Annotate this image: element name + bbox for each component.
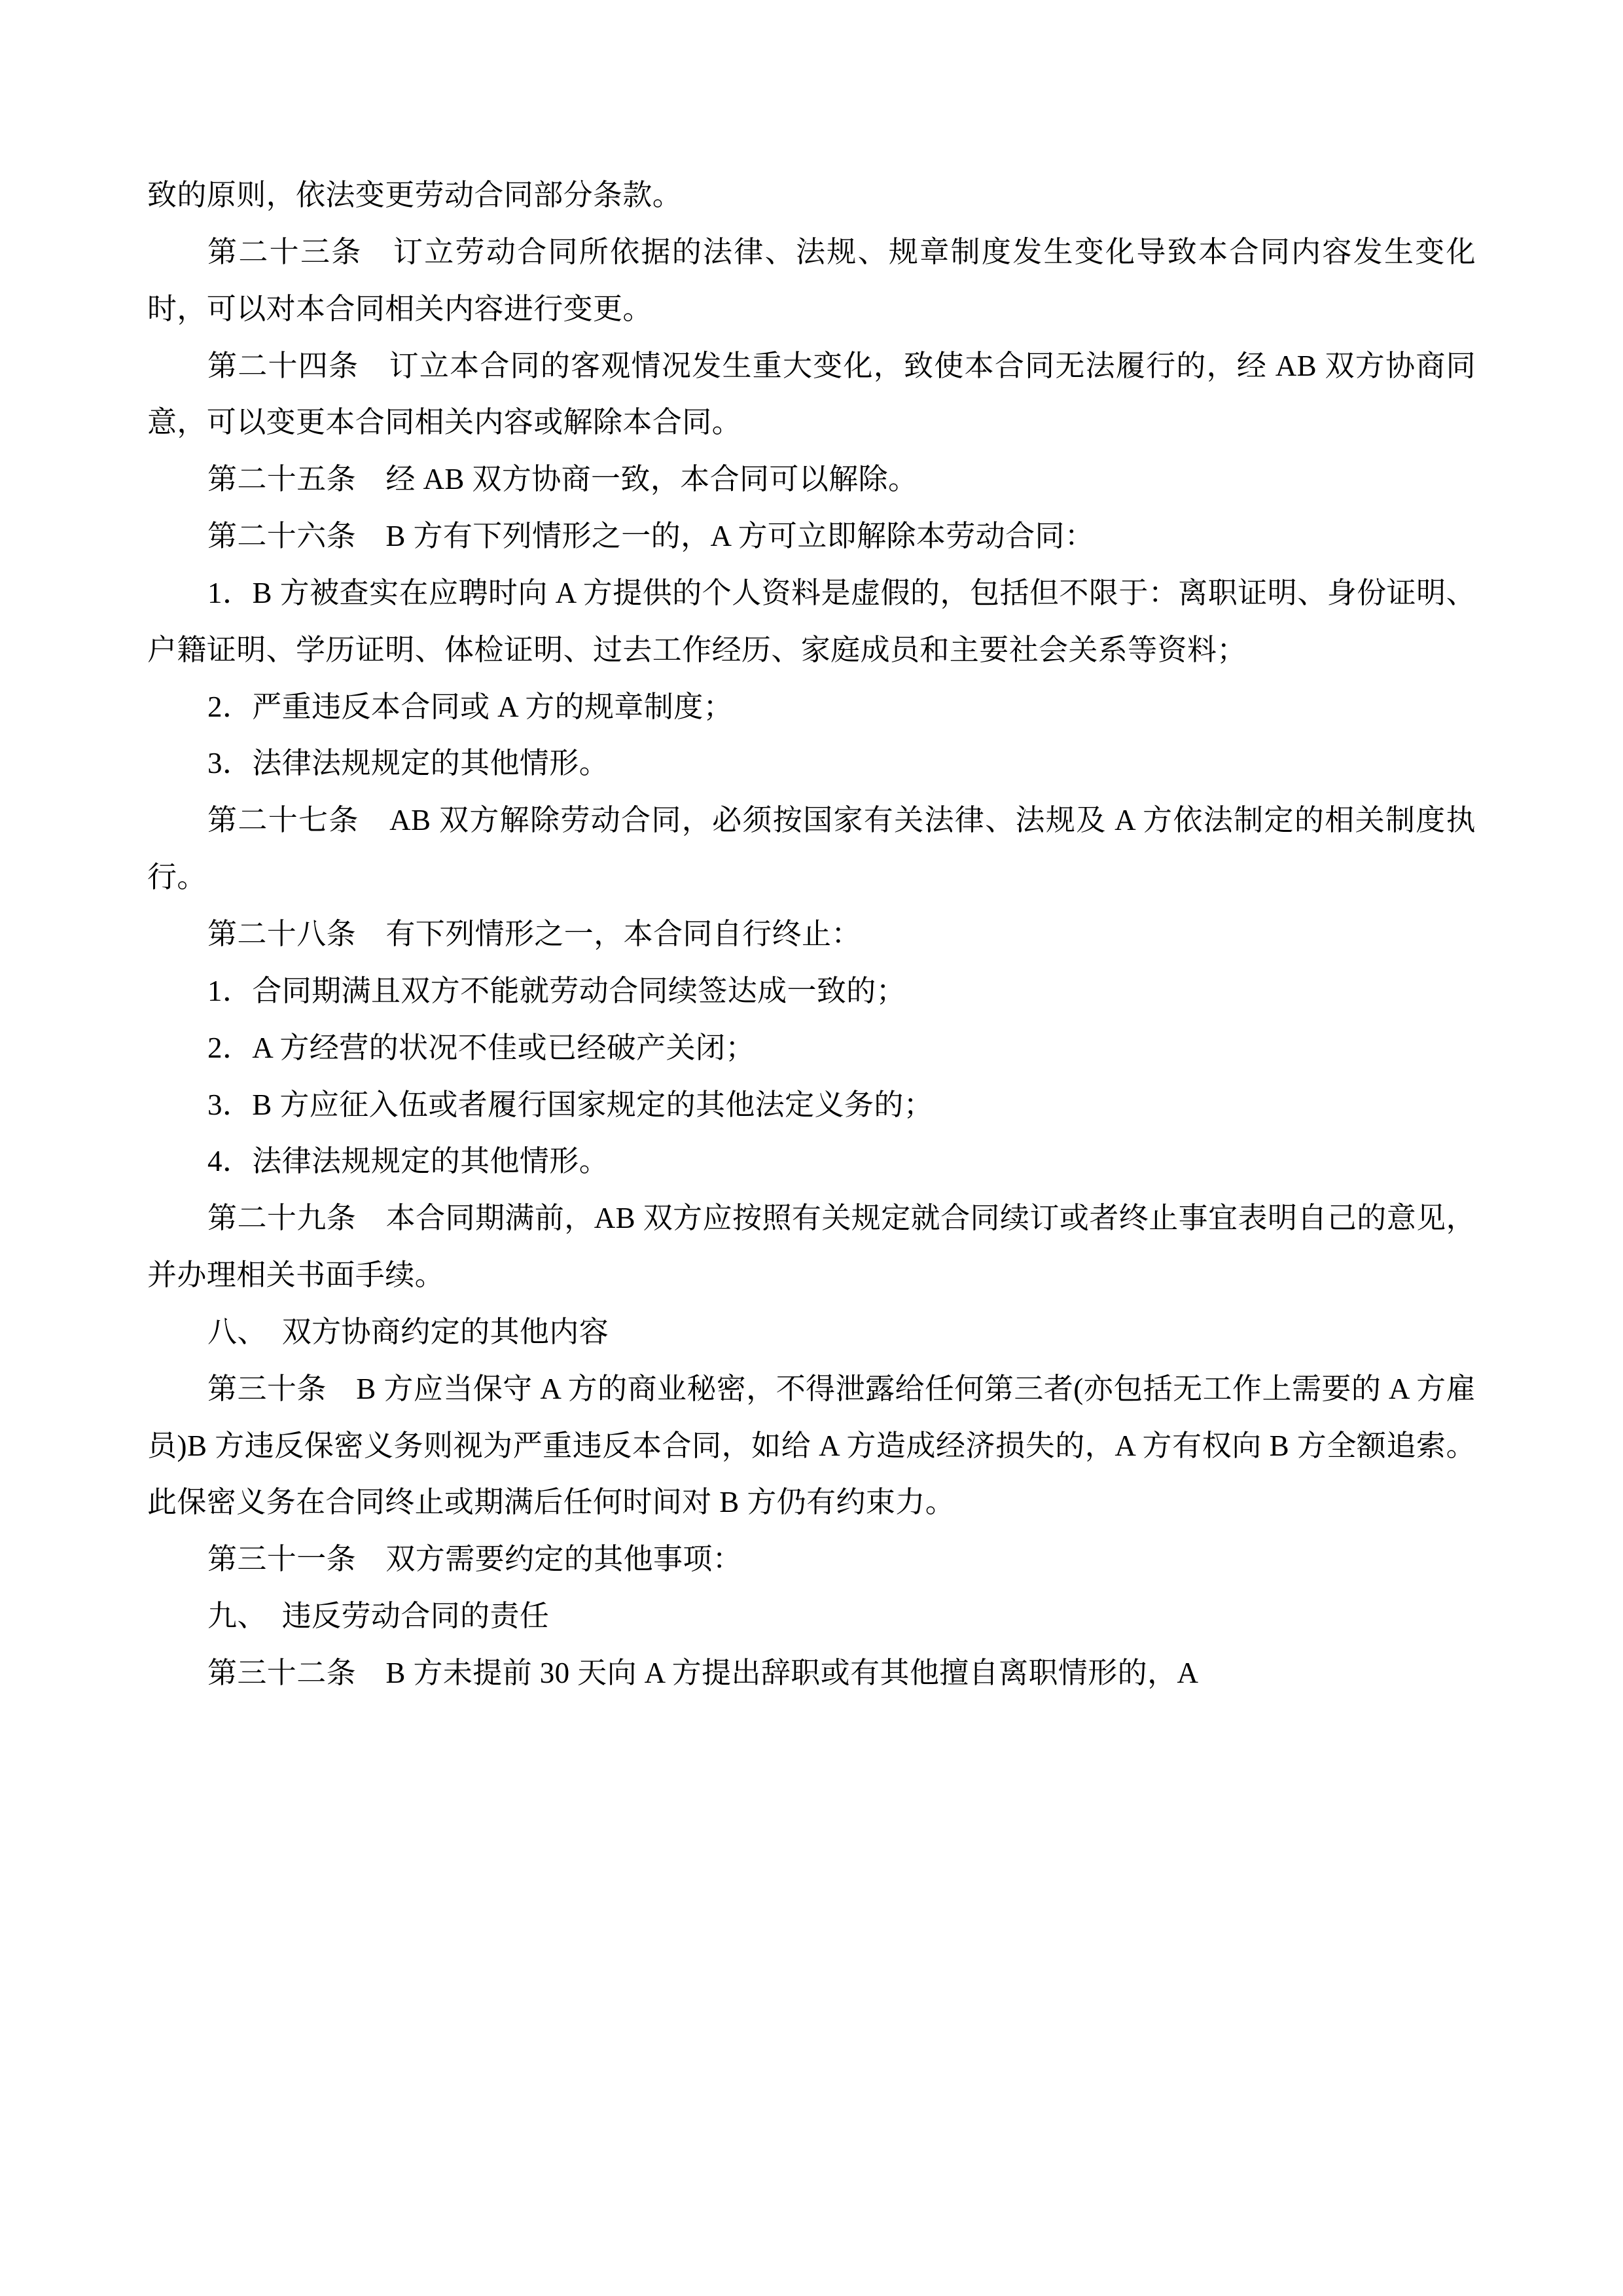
- p-art26: 第二十六条 B 方有下列情形之一的，A 方可立即解除本劳动合同：: [207, 520, 1095, 553]
- p-art27: 第二十七条 AB 双方解除劳动合同，必须按国家有关法律、法规及 A 方依法制定的相关制度执行。: [147, 804, 1476, 894]
- p-continued: 致的原则，依法变更劳动合同部分条款。: [147, 179, 683, 211]
- p-art23: 第二十三条 订立劳动合同所依据的法律、法规、规章制度发生变化导致本合同内容发生变化时，可以对本合同相关内容进行变更。: [147, 235, 1476, 325]
- p-art25: 第二十五条 经 AB 双方协商一致，本合同可以解除。: [207, 463, 918, 496]
- p-art32: 第三十二条 B 方未提前 30 天向 A 方提出辞职或有其他擅自离职情形的，A: [207, 1656, 1199, 1689]
- p-art28-3: 3．B 方应征入伍或者履行国家规定的其他法定义务的；: [207, 1088, 934, 1121]
- p-art28-4: 4．法律法规规定的其他情形。: [207, 1145, 609, 1178]
- p-art26-1: 1．B 方被查实在应聘时向 A 方提供的个人资料是虚假的，包括但不限于：离职证明、身份证明、户籍证明、学历证明、体检证明、过去工作经历、家庭成员和主要社会关系等资料；: [147, 576, 1476, 666]
- p-art24: 第二十四条 订立本合同的客观情况发生重大变化，致使本合同无法履行的，经 AB 双方协商同意，可以变更本合同相关内容或解除本合同。: [147, 349, 1476, 439]
- p-art31: 第三十一条 双方需要约定的其他事项：: [207, 1543, 743, 1576]
- document-body: [147, 167, 1476, 1702]
- p-art26-2: 2．严重违反本合同或 A 方的规章制度；: [207, 690, 734, 723]
- p-art26-3: 3．法律法规规定的其他情形。: [207, 747, 609, 780]
- p-art28-2: 2．A 方经营的状况不佳或已经破产关闭；: [207, 1031, 755, 1064]
- p-section8: 八、 双方协商约定的其他内容: [207, 1315, 609, 1348]
- p-art30: 第三十条 B 方应当保守 A 方的商业秘密，不得泄露给任何第三者(亦包括无工作上需要的 A 方雇员)B 方违反保密义务则视为严重违反本合同，如给 A 方造成经济损失的，A 方有权向 B 方全额追索。此保密义务在合同终止或期满后任何时间对 B 方仍有约束力。: [147, 1372, 1476, 1519]
- p-art29: 第二十九条 本合同期满前，AB 双方应按照有关规定就合同续订或者终止事宜表明自己的意见，并办理相关书面手续。: [147, 1202, 1476, 1292]
- p-art28-1: 1．合同期满且双方不能就劳动合同续签达成一致的；: [207, 974, 906, 1007]
- p-art28: 第二十八条 有下列情形之一，本合同自行终止：: [207, 917, 861, 950]
- p-section9: 九、 违反劳动合同的责任: [207, 1600, 550, 1633]
